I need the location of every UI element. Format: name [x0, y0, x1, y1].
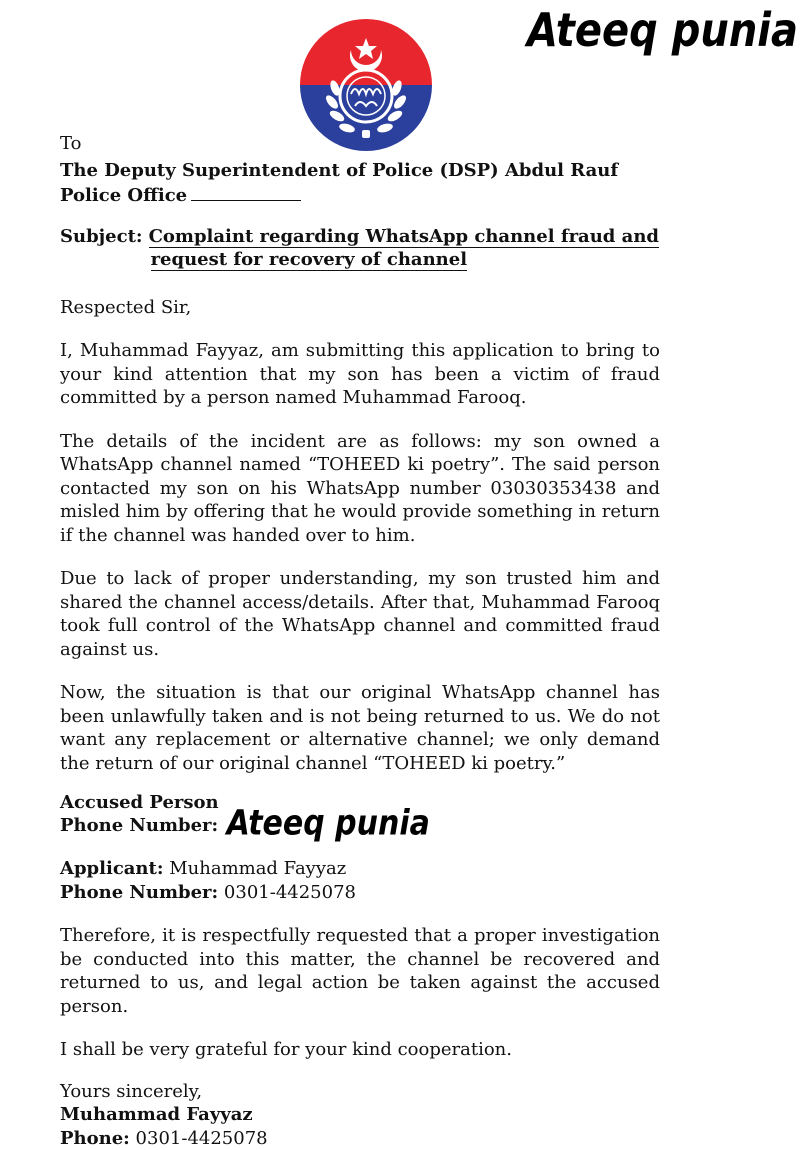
- accused-block: [60, 791, 660, 837]
- paragraph-1: I, Muhammad Fayyaz, am submitting this application to bring to your kind attention that my son has been a victim of fraud committed by a person named Muhammad Farooq.: [60, 339, 660, 410]
- paragraph-6: I shall be very grateful for your kind cooperation.: [60, 1038, 660, 1062]
- signer-phone-label: Phone:: [60, 1128, 130, 1149]
- subject-line1: Complaint regarding WhatsApp channel fraud and: [149, 226, 659, 248]
- applicant-phone-label: Phone Number:: [60, 882, 218, 903]
- accused-phone-label: Phone Number:: [60, 814, 219, 837]
- watermark-top: Ateeq punia: [527, 5, 798, 58]
- signer-name: Muhammad Fayyaz: [60, 1103, 660, 1127]
- applicant-label: Applicant:: [60, 858, 163, 879]
- office-blank: [191, 186, 301, 201]
- applicant-name: Muhammad Fayyaz: [169, 858, 346, 879]
- paragraph-5: Therefore, it is respectfully requested that a proper investigation be conducted into this matter, the channel be recovered and returned to us, and legal action be taken against the accused person.: [60, 924, 660, 1018]
- signer-phone: 0301-4425078: [136, 1128, 268, 1149]
- subject-line2: request for recovery of channel: [151, 249, 468, 271]
- salutation: Respected Sir,: [60, 296, 660, 320]
- office-label: Police Office: [60, 185, 187, 206]
- applicant-phone: 0301-4425078: [224, 882, 356, 903]
- to-label: To: [60, 132, 660, 156]
- subject-text: [149, 225, 659, 272]
- office-line: [60, 184, 660, 208]
- subject: [60, 225, 660, 272]
- recipient: The Deputy Superintendent of Police (DSP) Abdul Rauf: [60, 159, 660, 183]
- paragraph-2: The details of the incident are as follows: my son owned a WhatsApp channel named “TOHEED ki poetry”. The said person contacted my son on his WhatsApp number 03030353438 and misled him by offering that he would provide something in return if the channel was handed over to him.: [60, 430, 660, 548]
- signer-phone-line: [60, 1127, 660, 1150]
- watermark-inline: Ateeq punia: [227, 810, 430, 837]
- accused-label: Accused Person: [60, 791, 219, 814]
- letter: [60, 132, 660, 1150]
- subject-label: Subject:: [60, 225, 143, 272]
- paragraph-3: Due to lack of proper understanding, my son trusted him and shared the channel access/details. After that, Muhammad Farooq took full control of the WhatsApp channel and committed fraud against us.: [60, 567, 660, 661]
- paragraph-4: Now, the situation is that our original WhatsApp channel has been unlawfully taken and is not being returned to us. We do not want any replacement or alternative channel; we only demand the return of our original channel “TOHEED ki poetry.”: [60, 681, 660, 775]
- closing: Yours sincerely,: [60, 1080, 660, 1104]
- applicant-phone-line: [60, 881, 660, 905]
- applicant-line: [60, 857, 660, 881]
